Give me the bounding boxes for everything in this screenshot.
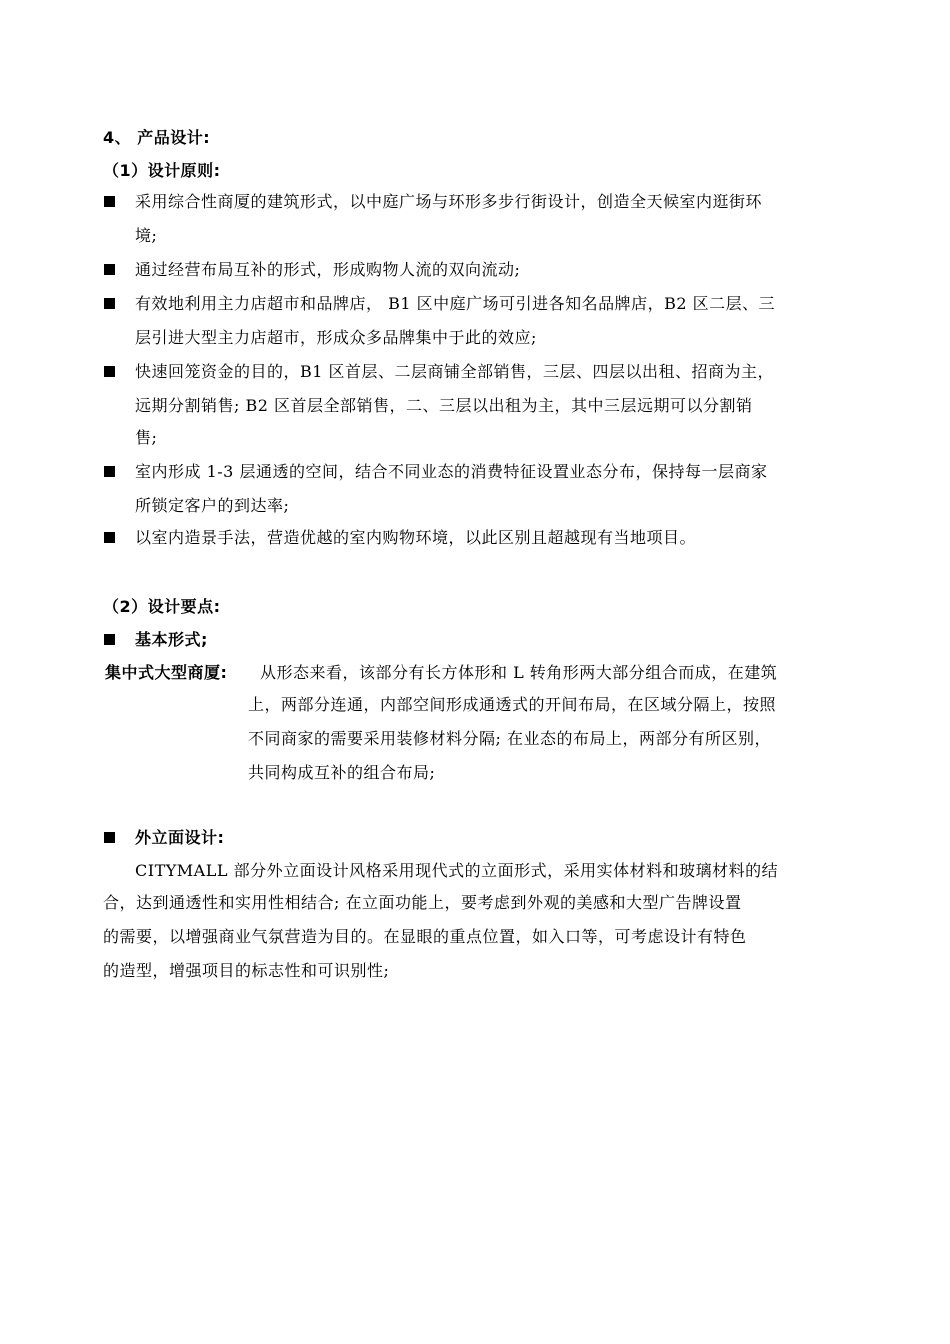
- mall-line-4: 共同构成互补的组合布局;: [248, 763, 436, 782]
- facade-title: 外立面设计:: [135, 828, 225, 847]
- points-title: （2）设计要点:: [103, 597, 221, 616]
- principle-4-line-3: 售;: [135, 428, 158, 447]
- bullet-square-icon: [104, 264, 115, 275]
- principle-3-line-1: 有效地利用主力店超市和品牌店， B1 区中庭广场可引进各知名品牌店，B2 区二层、三: [135, 294, 776, 313]
- mall-line-2: 上，两部分连通，内部空间形成通透式的开间布局，在区域分隔上，按照: [248, 695, 777, 714]
- bullet-square-icon: [104, 196, 115, 207]
- bullet-square-icon: [104, 298, 115, 309]
- mall-line-1: 从形态来看，该部分有长方体形和 L 转角形两大部分组合而成，在建筑: [260, 663, 778, 682]
- mall-label: 集中式大型商厦:: [105, 663, 228, 682]
- facade-line-3: 的需要，以增强商业气氛营造为目的。在显眼的重点位置，如入口等，可考虑设计有特色: [103, 927, 747, 946]
- bullet-square-icon: [104, 532, 115, 543]
- principle-2-line-1: 通过经营布局互补的形式，形成购物人流的双向流动;: [135, 260, 521, 279]
- facade-line-4: 的造型，增强项目的标志性和可识别性;: [103, 961, 390, 980]
- principle-4-line-2: 远期分割销售; B2 区首层全部销售，二、三层以出租为主，其中三层远期可以分割销: [135, 396, 753, 415]
- mall-line-3: 不同商家的需要采用装修材料分隔; 在业态的布局上，两部分有所区别，: [248, 729, 771, 748]
- principles-title: （1）设计原则:: [103, 161, 221, 180]
- principle-6-line-1: 以室内造景手法，营造优越的室内购物环境，以此区别且超越现有当地项目。: [135, 528, 697, 547]
- section-heading: 4、 产品设计:: [103, 128, 211, 147]
- principle-1-line-2: 境;: [135, 226, 158, 245]
- bullet-square-icon: [104, 366, 115, 377]
- principle-4-line-1: 快速回笼资金的目的，B1 区首层、二层商铺全部销售，三层、四层以出租、招商为主，: [135, 362, 775, 381]
- principle-1-line-1: 采用综合性商厦的建筑形式，以中庭广场与环形多步行街设计，创造全天候室内逛街环: [135, 192, 763, 211]
- principle-5-line-1: 室内形成 1-3 层通透的空间，结合不同业态的消费特征设置业态分布，保持每一层商家: [135, 462, 768, 481]
- basic-form-title: 基本形式;: [135, 630, 208, 649]
- bullet-square-icon: [104, 634, 115, 645]
- principle-5-line-2: 所锁定客户的到达率;: [135, 496, 290, 515]
- principle-3-line-2: 层引进大型主力店超市，形成众多品牌集中于此的效应;: [135, 328, 537, 347]
- facade-line-2: 合，达到通透性和实用性相结合; 在立面功能上，要考虑到外观的美感和大型广告牌设置: [103, 893, 742, 912]
- facade-line-1: CITYMALL 部分外立面设计风格采用现代式的立面形式，采用实体材料和玻璃材料的结: [135, 861, 779, 880]
- bullet-square-icon: [104, 832, 115, 843]
- bullet-square-icon: [104, 466, 115, 477]
